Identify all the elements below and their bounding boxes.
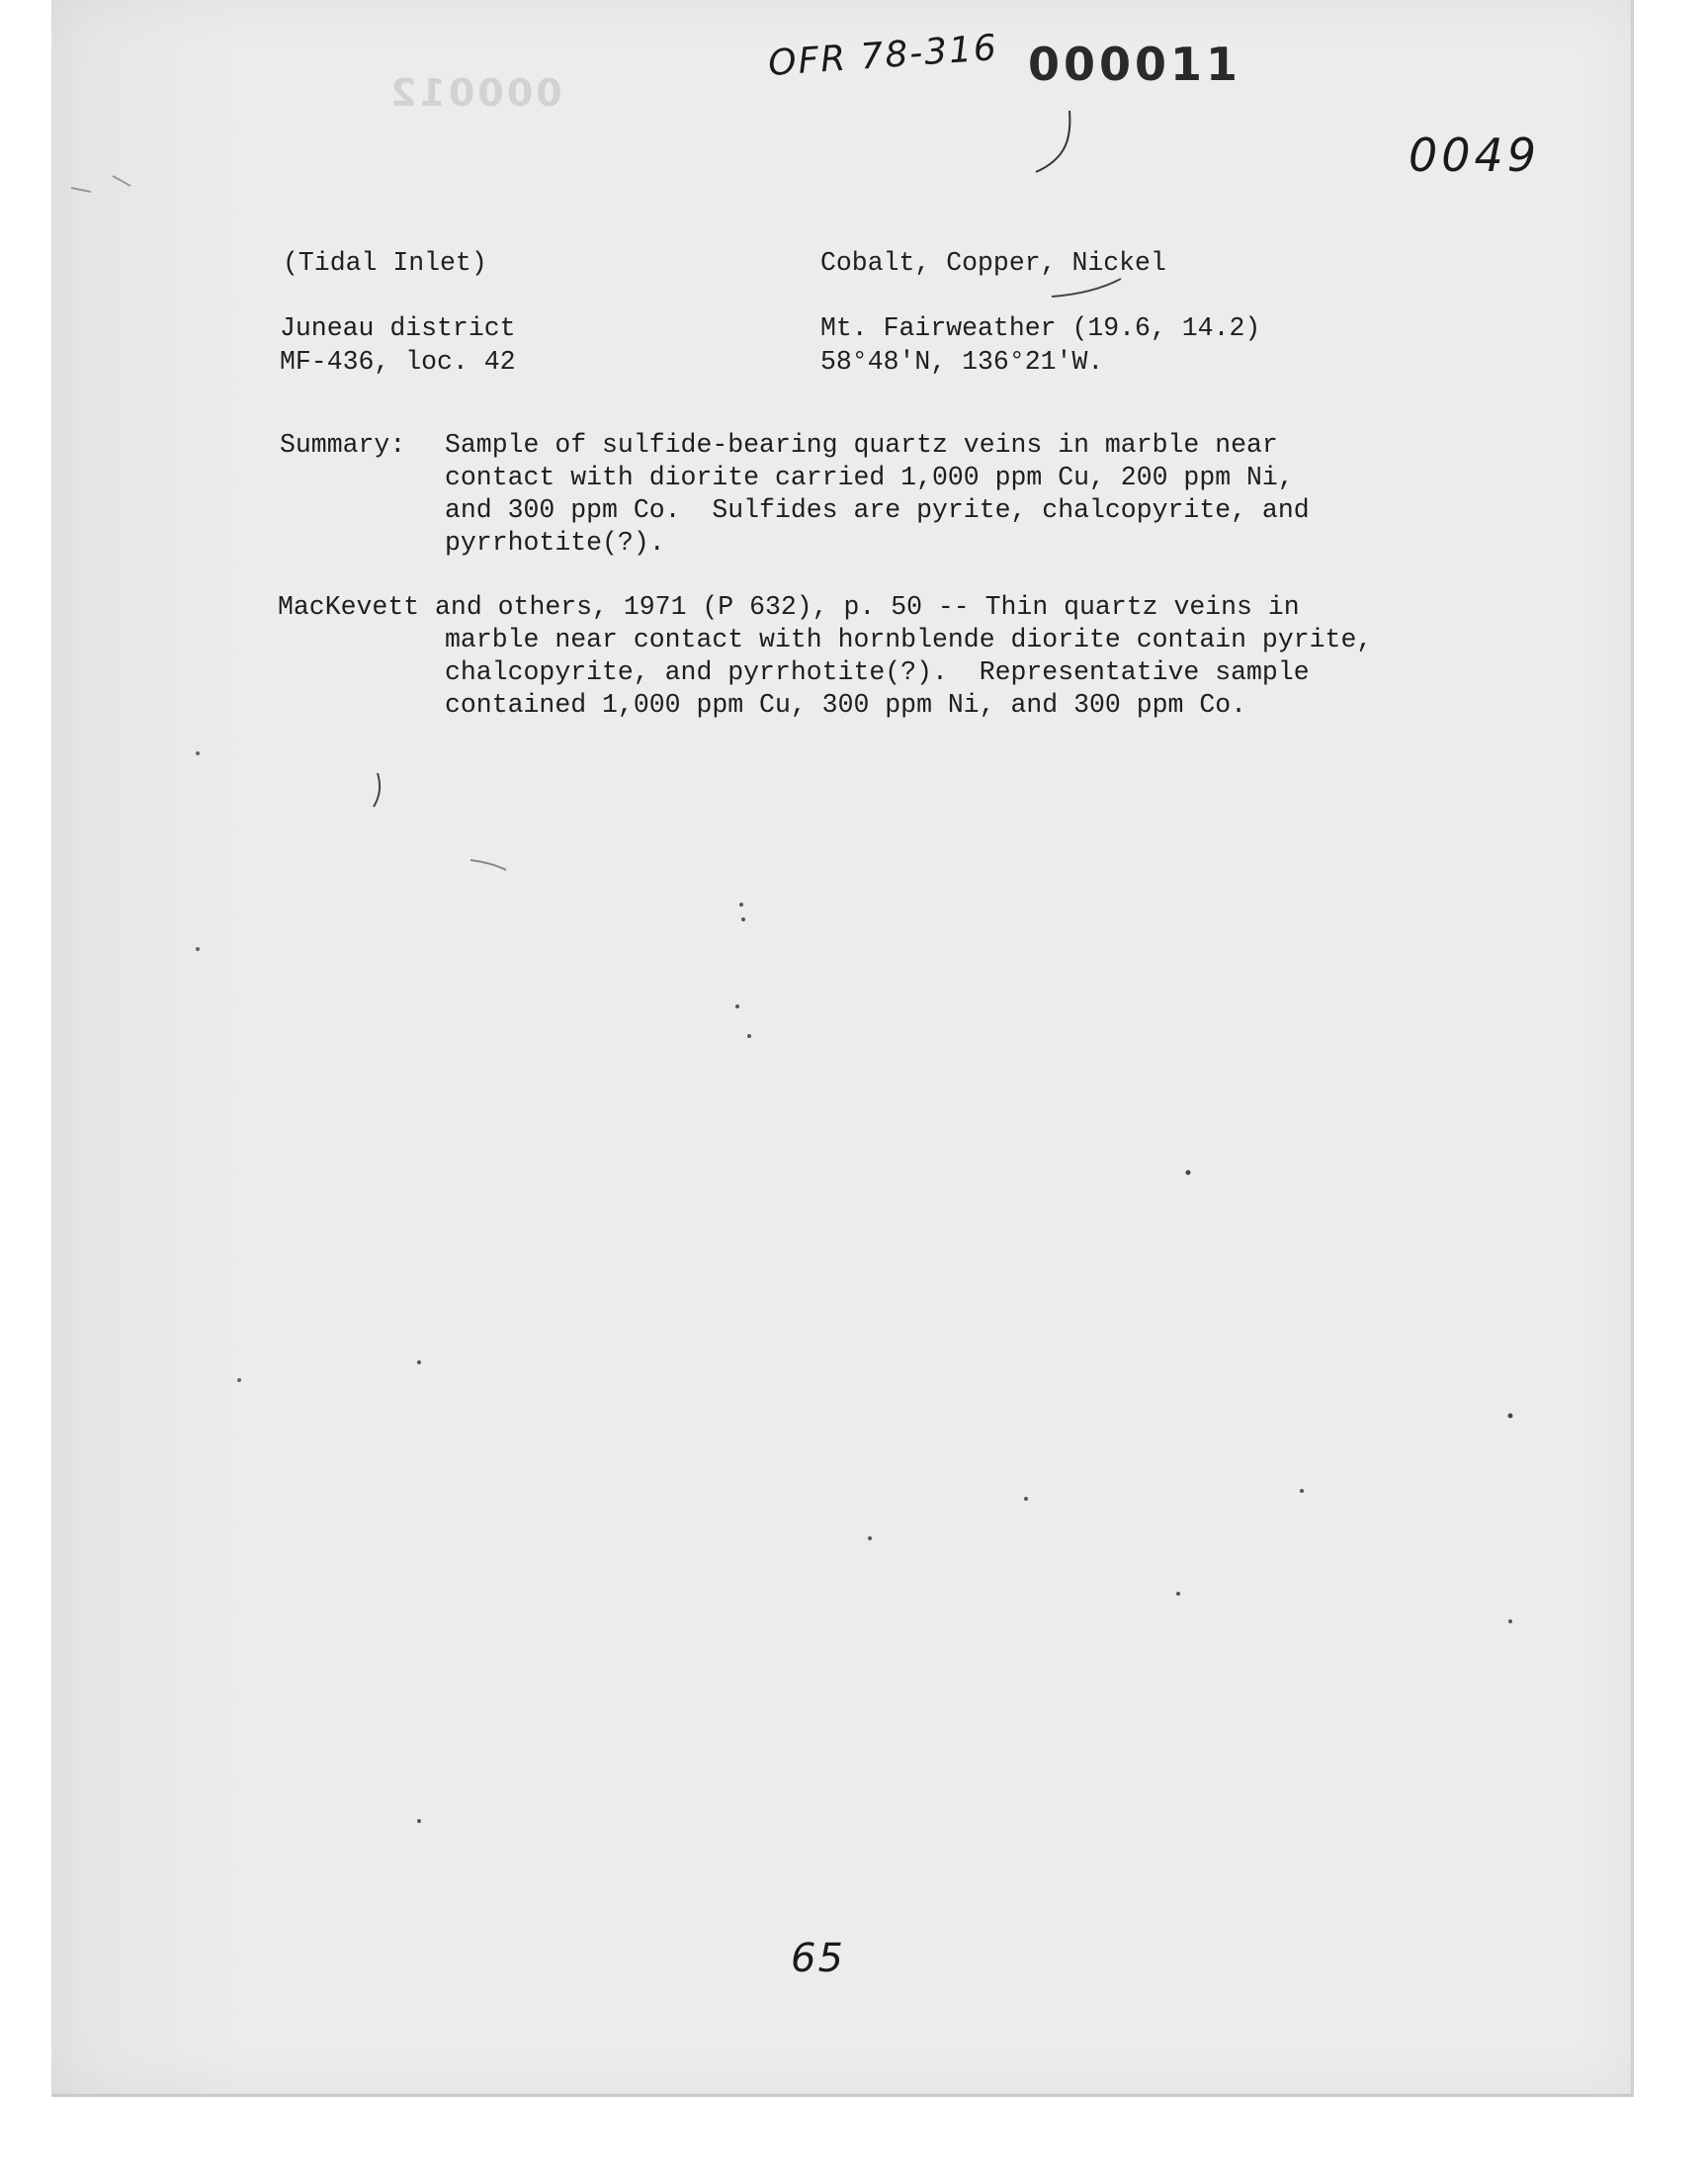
map-reference: MF-436, loc. 42 [280, 347, 516, 377]
serial-stamp-ghost: 000012 [387, 71, 562, 115]
record-number-handwritten: 0049 [1409, 129, 1541, 182]
quadrangle: Mt. Fairweather (19.6, 14.2) [820, 313, 1261, 343]
summary-line: contact with diorite carried 1,000 ppm Cu, 200 ppm Ni, [445, 463, 1294, 492]
reference-line: chalcopyrite, and pyrrhotite(?). Representative sample [445, 657, 1310, 687]
commodities: Cobalt, Copper, Nickel [820, 248, 1166, 278]
scan-specks [51, 0, 1631, 2094]
page-number-handwritten: 65 [791, 1936, 845, 1981]
reference-line: contained 1,000 ppm Cu, 300 ppm Ni, and 300 ppm Co. [445, 690, 1247, 720]
summary-line: pyrrhotite(?). [445, 528, 665, 558]
summary-line: Sample of sulfide-bearing quartz veins in marble near [445, 430, 1278, 460]
reference-line: marble near contact with hornblende diorite contain pyrite, [445, 625, 1373, 654]
site-name: (Tidal Inlet) [283, 248, 487, 278]
serial-stamp: 000011 [1028, 38, 1242, 91]
coordinates: 58°48'N, 136°21'W. [820, 347, 1104, 377]
summary-label: Summary: [280, 430, 406, 460]
summary-line: and 300 ppm Co. Sulfides are pyrite, chalcopyrite, and [445, 495, 1310, 525]
file-reference-handwritten: OFR 78-316 [766, 27, 1000, 85]
district: Juneau district [280, 313, 516, 343]
reference-lead-line: MacKevett and others, 1971 (P 632), p. 50 -- Thin quartz veins in [278, 592, 1300, 622]
